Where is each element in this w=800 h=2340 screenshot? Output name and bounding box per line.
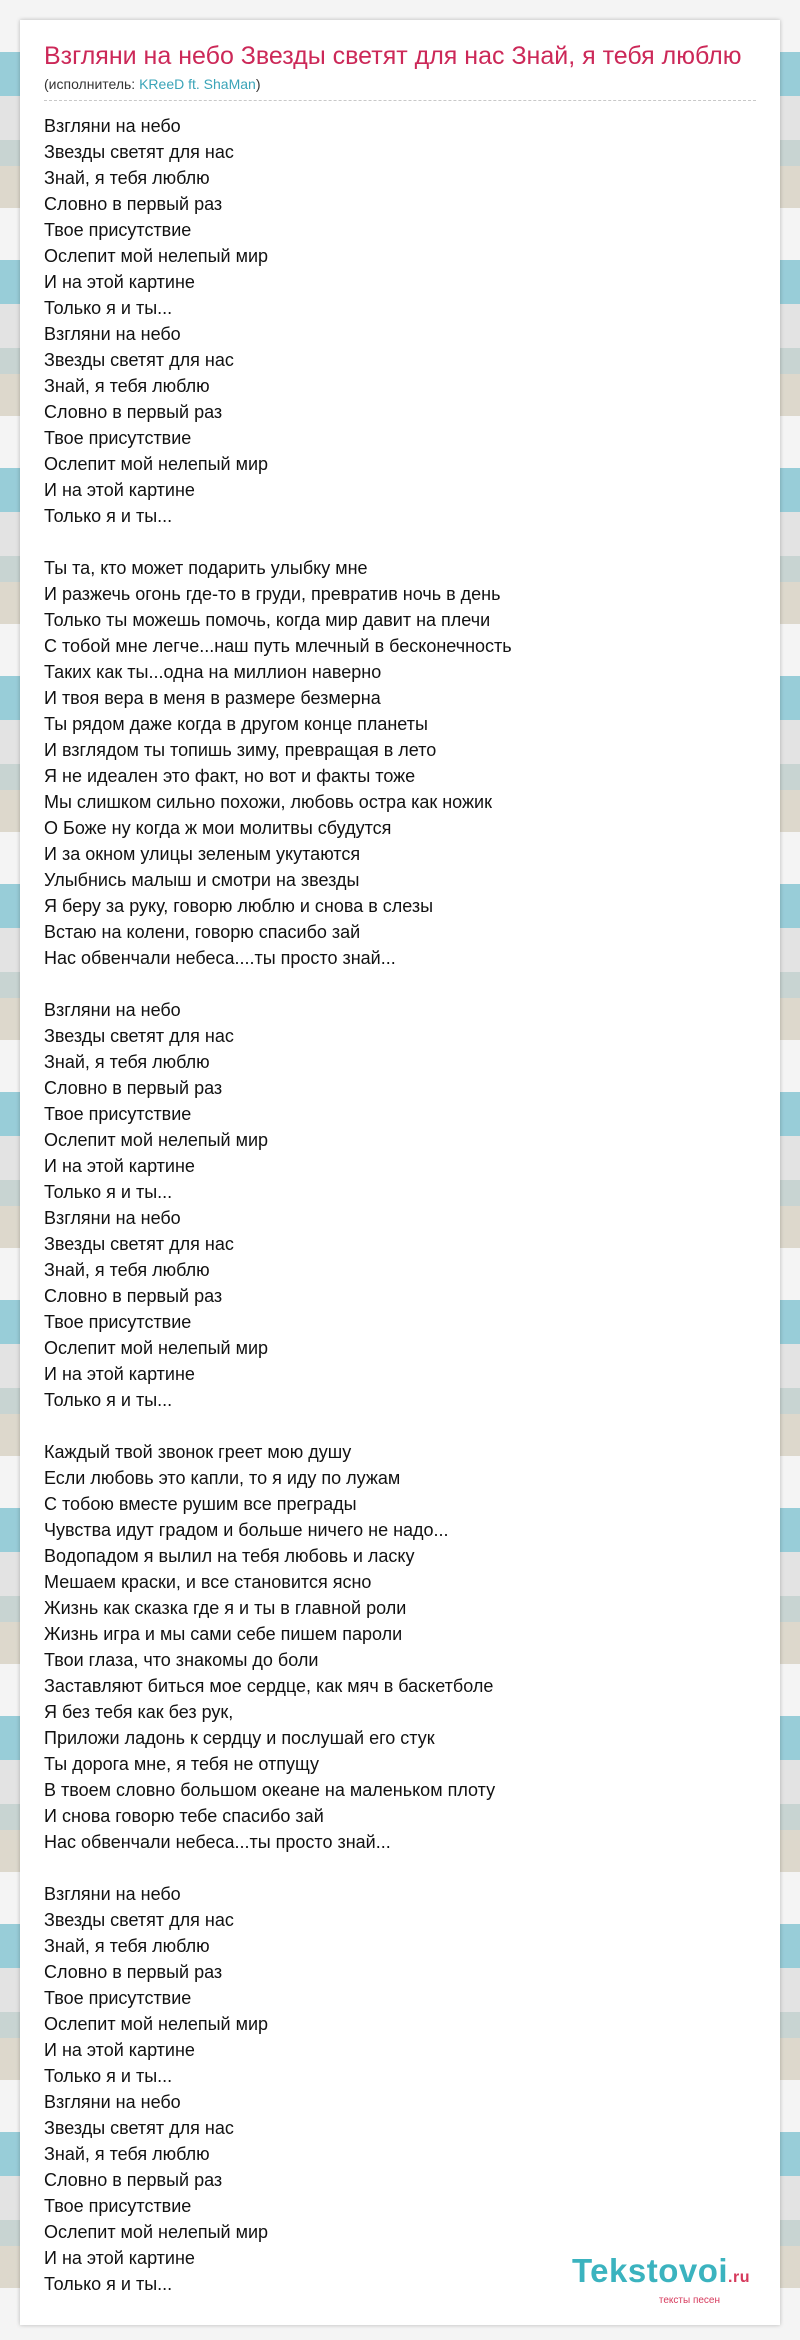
lyric-line: Звезды светят для нас (44, 350, 234, 370)
lyric-line: Встаю на колени, говорю спасибо зай (44, 922, 361, 942)
lyric-line: Твое присутствие (44, 2196, 192, 2216)
stanza-break (44, 529, 756, 555)
lyric-line: С тобой мне легче...наш путь млечный в бесконечность (44, 636, 512, 656)
lyric-line: И на этой картине (44, 480, 195, 500)
lyric-line: Только я и ты... (44, 2274, 173, 2294)
lyric-line: Только я и ты... (44, 506, 173, 526)
lyric-line: Таких как ты...одна на миллион наверно (44, 662, 382, 682)
lyric-line: Жизнь игра и мы сами себе пишем пароли (44, 1624, 403, 1644)
lyric-line: Твои глаза, что знакомы до боли (44, 1650, 319, 1670)
lyric-line: Знай, я тебя люблю (44, 376, 210, 396)
lyric-line: С тобою вместе рушим все преграды (44, 1494, 357, 1514)
lyric-line: Твое присутствие (44, 1104, 192, 1124)
lyric-line: Звезды светят для нас (44, 1234, 234, 1254)
lyric-line: Нас обвенчали небеса....ты просто знай... (44, 948, 396, 968)
logo-tagline: тексты песен (658, 2295, 720, 2306)
logo-name: Tekstovoi (571, 2252, 729, 2289)
lyric-line: Знай, я тебя люблю (44, 1936, 210, 1956)
lyric-line: Мы слишком сильно похожи, любовь остра как ножик (44, 792, 492, 812)
song-title: Взгляни на небо Звезды светят для нас Знай, я тебя люблю (44, 42, 742, 70)
lyric-line: Ослепит мой нелепый мир (44, 246, 269, 266)
lyric-line: Звезды светят для нас (44, 2118, 234, 2138)
lyric-line: Чувства идут градом и больше ничего не надо... (44, 1520, 449, 1540)
lyrics-card (20, 20, 780, 2325)
lyric-line: Я беру за руку, говорю люблю и снова в слезы (44, 896, 434, 916)
lyric-line: Твое присутствие (44, 428, 192, 448)
artist-link[interactable]: KReeD ft. ShaMan (139, 76, 256, 92)
lyric-line: Знай, я тебя люблю (44, 168, 210, 188)
lyric-line: Ты та, кто может подарить улыбку мне (44, 558, 368, 578)
lyric-line: Я не идеален это факт, но вот и факты тоже (44, 766, 416, 786)
lyric-line: Словно в первый раз (44, 1286, 223, 1306)
lyric-line: И на этой картине (44, 1156, 195, 1176)
lyric-line: И за окном улицы зеленым укутаются (44, 844, 361, 864)
lyric-line: Каждый твой звонок греет мою душу (44, 1442, 352, 1462)
lyric-line: Если любовь это капли, то я иду по лужам (44, 1468, 401, 1488)
lyric-line: И на этой картине (44, 1364, 195, 1384)
stanza-break (44, 1413, 756, 1439)
lyric-line: И на этой картине (44, 272, 195, 292)
lyric-line: И на этой картине (44, 2248, 195, 2268)
lyric-line: Словно в первый раз (44, 1962, 223, 1982)
lyric-line: Ослепит мой нелепый мир (44, 1338, 269, 1358)
lyric-line: Только я и ты... (44, 298, 173, 318)
lyric-line: Ты рядом даже когда в другом конце планеты (44, 714, 428, 734)
lyric-line: Твое присутствие (44, 220, 192, 240)
lyric-line: Ослепит мой нелепый мир (44, 2222, 269, 2242)
lyric-line: Ослепит мой нелепый мир (44, 2014, 269, 2034)
lyric-line: Знай, я тебя люблю (44, 2144, 210, 2164)
lyric-line: Только я и ты... (44, 1390, 173, 1410)
lyric-line: Взгляни на небо (44, 1000, 181, 1020)
lyric-line: Жизнь как сказка где я и ты в главной роли (44, 1598, 407, 1618)
lyric-line: Звезды светят для нас (44, 1910, 234, 1930)
lyric-line: Только я и ты... (44, 1182, 173, 1202)
lyric-line: Водопадом я вылил на тебя любовь и ласку (44, 1546, 415, 1566)
lyric-line: И на этой картине (44, 2040, 195, 2060)
lyric-line: Твое присутствие (44, 1988, 192, 2008)
stanza-break (44, 1855, 756, 1881)
artist-suffix: ) (255, 76, 261, 92)
lyric-line: Словно в первый раз (44, 1078, 223, 1098)
lyric-line: Ослепит мой нелепый мир (44, 1130, 269, 1150)
lyric-line: Взгляни на небо (44, 324, 181, 344)
lyric-line: Только ты можешь помочь, когда мир давит на плечи (44, 610, 491, 630)
stanza-break (44, 971, 756, 997)
logo-tld: .ru (728, 2269, 750, 2286)
lyric-line: Нас обвенчали небеса...ты просто знай... (44, 1832, 391, 1852)
lyric-line: Знай, я тебя люблю (44, 1052, 210, 1072)
lyric-line: И твоя вера в меня в размере безмерна (44, 688, 381, 708)
lyric-line: Приложи ладонь к сердцу и послушай его стук (44, 1728, 435, 1748)
lyric-line: В твоем словно большом океане на маленьком плоту (44, 1780, 496, 1800)
lyric-line: Знай, я тебя люблю (44, 1260, 210, 1280)
lyric-line: Заставляют биться мое сердце, как мяч в баскетболе (44, 1676, 494, 1696)
lyric-line: И взглядом ты топишь зиму, превращая в лето (44, 740, 437, 760)
lyric-line: Я без тебя как без рук, (44, 1702, 234, 1722)
site-logo[interactable] (572, 2254, 750, 2307)
artist-line (44, 76, 756, 101)
lyric-line: Мешаем краски, и все становится ясно (44, 1572, 372, 1592)
lyric-line: И разжечь огонь где-то в груди, превратив ночь в день (44, 584, 501, 604)
lyric-line: О Боже ну когда ж мои молитвы сбудутся (44, 818, 392, 838)
lyric-line: Звезды светят для нас (44, 142, 234, 162)
lyric-line: Словно в первый раз (44, 2170, 223, 2190)
lyric-line: Твое присутствие (44, 1312, 192, 1332)
lyric-line: Взгляни на небо (44, 1884, 181, 1904)
lyric-line: Ослепит мой нелепый мир (44, 454, 269, 474)
artist-prefix: (исполнитель: (44, 76, 140, 92)
lyric-line: Словно в первый раз (44, 194, 223, 214)
lyric-line: Взгляни на небо (44, 116, 181, 136)
lyric-line: Улыбнись малыш и смотри на звезды (44, 870, 360, 890)
lyric-line: Только я и ты... (44, 2066, 173, 2086)
lyric-line: Словно в первый раз (44, 402, 223, 422)
lyric-line: Ты дорога мне, я тебя не отпущу (44, 1754, 320, 1774)
lyric-line: И снова говорю тебе спасибо зай (44, 1806, 324, 1826)
logo-wordmark (572, 2254, 750, 2295)
lyric-line: Взгляни на небо (44, 1208, 181, 1228)
lyric-line: Звезды светят для нас (44, 1026, 234, 1046)
lyrics-body (44, 113, 756, 2297)
lyric-line: Взгляни на небо (44, 2092, 181, 2112)
